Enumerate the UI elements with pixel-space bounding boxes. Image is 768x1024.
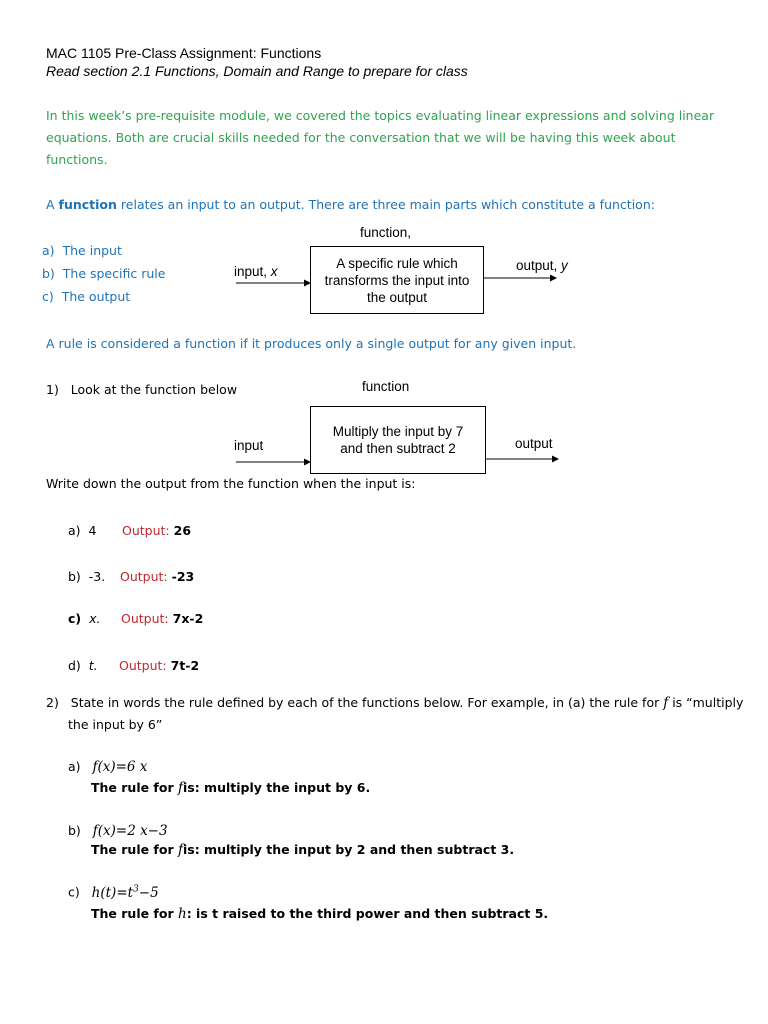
question-1-instruction: Write down the output from the function when the input is:	[46, 476, 416, 491]
question-number: 1)	[46, 382, 59, 397]
box-line: Multiply the input by 7	[332, 424, 464, 439]
output-label: Output	[122, 523, 166, 538]
answer-input: t.	[88, 658, 98, 673]
document-title: MAC 1105 Pre-Class Assignment: Functions	[46, 45, 322, 61]
formula	[92, 885, 159, 901]
question-text: is “multiply	[668, 695, 744, 710]
rule-answer	[91, 842, 514, 858]
question-2-prompt	[46, 695, 743, 711]
parts-item-output	[42, 289, 130, 304]
list-marker: c)	[42, 289, 54, 304]
definition-prefix: A	[46, 197, 59, 212]
intro-line-3: functions.	[46, 152, 108, 167]
rule-note: A rule is considered a function if it produces only a single output for any given input.	[46, 336, 577, 351]
rule-answer	[91, 780, 370, 796]
box-line: the output	[366, 289, 428, 305]
answer-prefix: The rule for	[91, 780, 178, 795]
formula-row	[68, 823, 168, 839]
answer-row	[68, 569, 105, 584]
answer-text: is: multiply the input by 6.	[182, 780, 371, 795]
definition-keyword: function	[58, 197, 117, 212]
output-label: Output	[120, 569, 164, 584]
answer-text: is: multiply the input by 2 and then subtract 3.	[182, 842, 515, 857]
question-2-prompt-line2: the input by 6”	[68, 717, 163, 732]
function-var: f	[663, 695, 669, 711]
output-value: -23	[171, 569, 195, 584]
diagram1-input-label	[234, 264, 278, 279]
box-line: A specific rule which	[336, 255, 458, 271]
answer-input: 4	[88, 523, 97, 538]
list-marker: c)	[68, 611, 82, 626]
answer-output: Output: 26	[122, 523, 192, 538]
answer-input: x.	[89, 611, 101, 626]
output-value: 26	[173, 523, 192, 538]
function-definition	[46, 197, 655, 212]
list-label: The specific rule	[62, 266, 166, 281]
answer-output: Output: 7x-2	[121, 611, 204, 626]
diagram1-output-arrow	[484, 273, 560, 283]
formula-exponent: 3	[133, 884, 139, 894]
diagram1-output-label	[516, 258, 568, 273]
function-var: f	[177, 842, 183, 858]
diagram2-input-label: input	[234, 438, 264, 453]
output-value: 7t-2	[170, 658, 200, 673]
diagram2-top-label: function	[362, 379, 410, 394]
formula-row	[68, 759, 147, 775]
diagram1-input-arrow	[236, 278, 312, 288]
answer-row	[68, 658, 98, 673]
answer-text: : is t raised to the third power and then subtract 5.	[186, 906, 549, 921]
list-marker: a)	[42, 243, 55, 258]
diagram2-output-label: output	[515, 436, 553, 451]
diagram2-output-arrow	[486, 454, 562, 464]
label-var: x	[270, 264, 278, 279]
answer-row	[68, 611, 100, 626]
answer-input: -3.	[88, 569, 106, 584]
function-var: f	[177, 780, 183, 796]
label-word: input,	[234, 264, 271, 279]
answer-prefix: The rule for	[91, 906, 178, 921]
intro-line-1: In this week’s pre-requisite module, we covered the topics evaluating linear expressions and solving linear	[46, 108, 715, 123]
diagram1-rule-box	[310, 246, 484, 314]
formula-main: h(t)=t	[91, 884, 134, 901]
list-marker: d)	[68, 658, 81, 673]
output-value: 7x-2	[172, 611, 204, 626]
list-label: The output	[61, 289, 131, 304]
diagram2-input-arrow	[236, 457, 312, 467]
box-line: and then subtract 2	[340, 441, 456, 456]
diagram1-top-label: function,	[360, 225, 412, 240]
list-marker: c)	[68, 884, 80, 900]
box-line: transforms the input into	[324, 272, 470, 288]
label-word: output,	[516, 258, 562, 273]
output-label: Output	[119, 658, 163, 673]
output-label: Output	[121, 611, 165, 626]
list-marker: b)	[68, 823, 81, 838]
diagram2-rule-box	[310, 406, 486, 474]
answer-output: Output: -23	[120, 569, 195, 584]
list-marker: a)	[68, 759, 81, 774]
question-1-prompt	[46, 382, 237, 397]
question-text: Look at the function below	[70, 382, 238, 397]
rule-answer	[91, 906, 548, 922]
list-marker: b)	[42, 266, 55, 281]
document-subtitle: Read section 2.1 Functions, Domain and Range to prepare for class	[46, 63, 468, 79]
list-marker: b)	[68, 569, 81, 584]
answer-row	[68, 523, 96, 538]
question-number: 2)	[46, 695, 59, 710]
parts-item-rule	[42, 266, 165, 281]
list-marker: a)	[68, 523, 81, 538]
definition-rest: relates an input to an output. There are three main parts which constitute a function:	[116, 197, 655, 212]
formula-tail: −5	[138, 884, 159, 901]
answer-prefix: The rule for	[91, 842, 178, 857]
label-var: y	[561, 258, 568, 273]
function-var: h	[177, 906, 187, 922]
formula: f(x)=6 x	[92, 759, 148, 775]
question-text: State in words the rule defined by each of the functions below. For example, in (a) the rule for	[70, 695, 664, 710]
intro-line-2: equations. Both are crucial skills needed for the conversation that we will be having this week about	[46, 130, 676, 145]
formula: f(x)=2 x−3	[92, 823, 168, 839]
parts-item-input	[42, 243, 122, 258]
formula-row	[68, 884, 159, 901]
answer-output: Output: 7t-2	[119, 658, 200, 673]
list-label: The input	[62, 243, 122, 258]
